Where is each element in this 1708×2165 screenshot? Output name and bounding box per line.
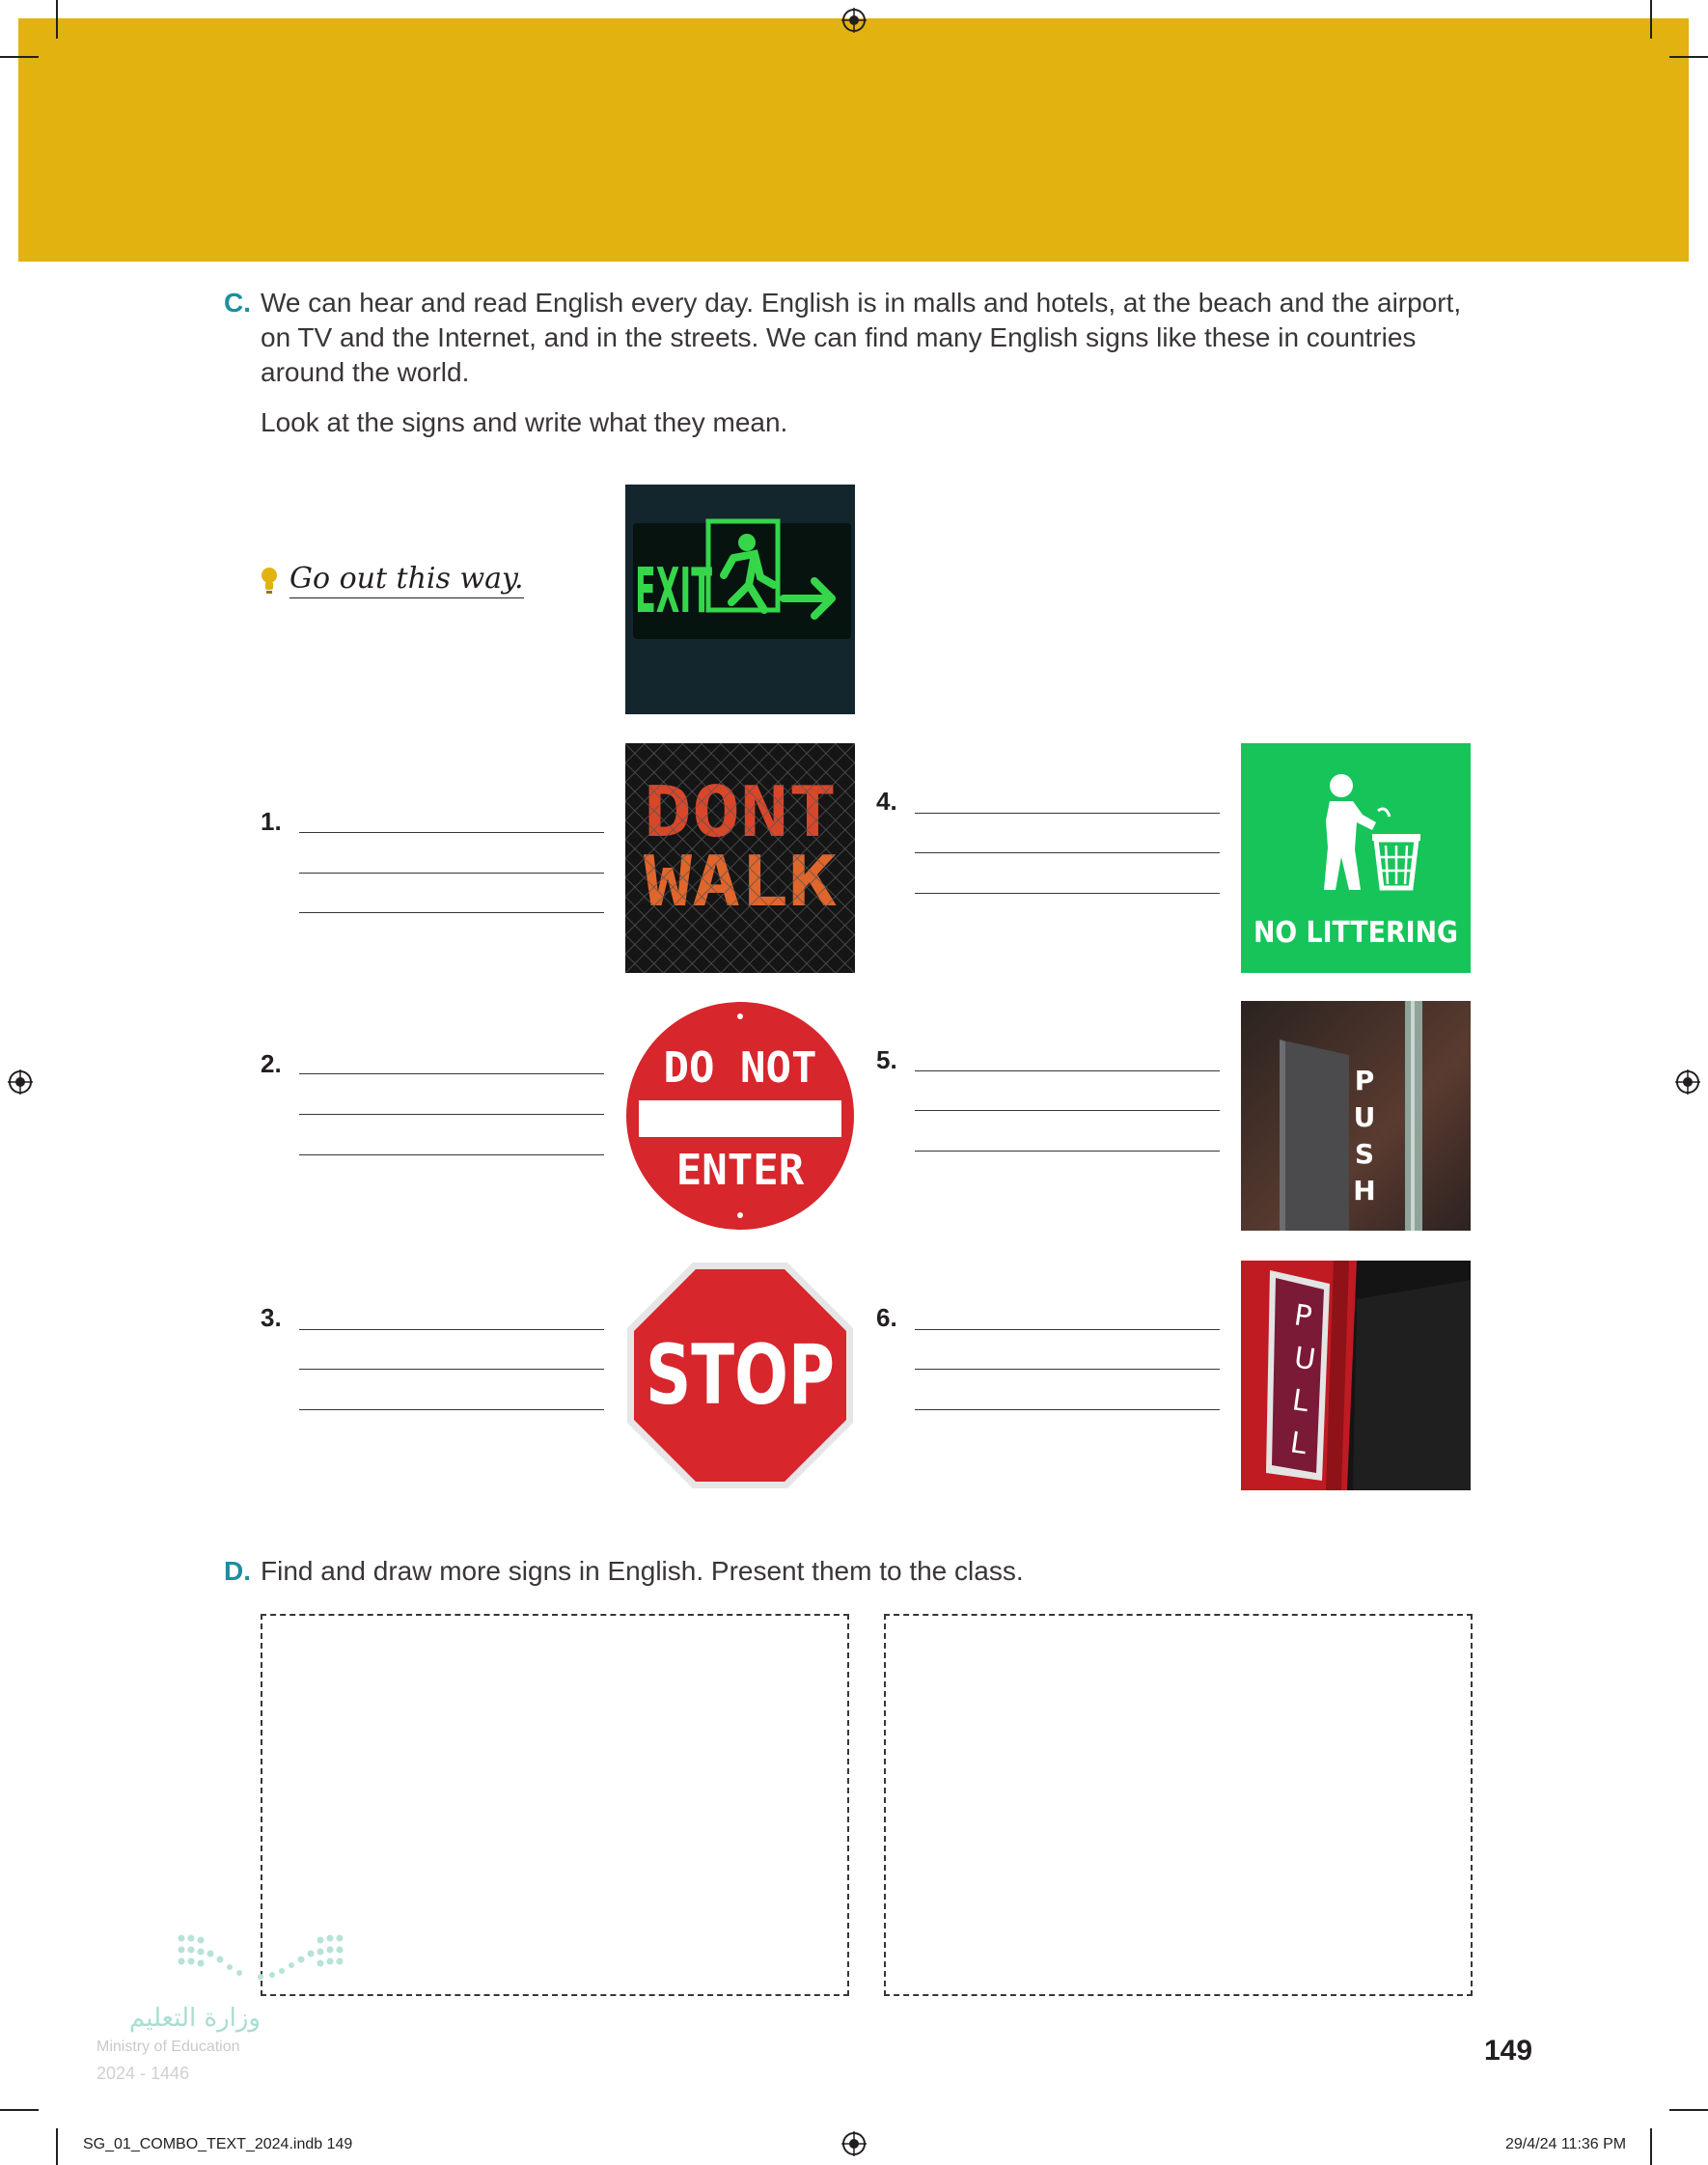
print-footer-file: SG_01_COMBO_TEXT_2024.indb 149 (83, 2136, 353, 2152)
answer-line[interactable] (915, 852, 1220, 853)
header-banner (18, 18, 1689, 262)
answer-line[interactable] (915, 893, 1220, 894)
answer-line[interactable] (299, 912, 604, 913)
crop-mark (1650, 0, 1652, 39)
answer-line[interactable] (299, 1409, 604, 1410)
crop-mark (1650, 2128, 1652, 2165)
answer-line[interactable] (299, 1154, 604, 1155)
registration-mark-icon (841, 2131, 867, 2156)
do-not-enter-sign-image (625, 1001, 855, 1231)
ministry-logo-icon (176, 1930, 345, 1983)
push-sign-image (1241, 1001, 1471, 1231)
no-littering-sign-image (1241, 743, 1471, 973)
do-not-text: DO NOT (663, 1043, 817, 1093)
ministry-arabic-name: وزارة التعليم (128, 2004, 261, 2033)
pull-letter-l: L (1289, 1383, 1311, 1420)
exit-sign-image (625, 485, 855, 714)
answer-line[interactable] (915, 1409, 1220, 1410)
exercise-number: 6. (876, 1303, 897, 1332)
ministry-year: 2024 - 1446 (96, 2064, 190, 2083)
dont-walk-sign-image (625, 743, 855, 973)
exercise-number: 5. (876, 1045, 897, 1074)
push-letter-u: U (1353, 1101, 1376, 1133)
ministry-english-name: Ministry of Education (96, 2039, 240, 2055)
no-littering-text: NO LITTERING (1253, 916, 1458, 950)
section-d-instruction: Find and draw more signs in English. Present them to the class. (261, 1556, 1024, 1586)
drawing-box[interactable] (261, 1614, 849, 1996)
page-number: 149 (1484, 2035, 1533, 2067)
crop-mark (1669, 56, 1708, 58)
crop-mark (56, 2128, 58, 2165)
answer-line[interactable] (299, 873, 604, 874)
answer-line[interactable] (915, 1110, 1220, 1111)
pull-sign-image (1241, 1261, 1471, 1490)
answer-line[interactable] (299, 1073, 604, 1074)
pull-letter-l2: L (1287, 1426, 1309, 1462)
push-letter-s: S (1354, 1138, 1375, 1170)
answer-line[interactable] (915, 1070, 1220, 1071)
answer-line[interactable] (915, 1151, 1220, 1152)
answer-line[interactable] (915, 813, 1220, 814)
push-letter-h: H (1353, 1175, 1376, 1207)
exercise-number: 2. (261, 1049, 282, 1078)
registration-mark-icon (1675, 1069, 1700, 1095)
crop-mark (56, 0, 58, 39)
stop-text: STOP (646, 1327, 835, 1424)
registration-mark-icon (841, 8, 867, 33)
exercise-number: 3. (261, 1303, 282, 1332)
example-answer: Go out this way. (289, 562, 524, 598)
section-c-letter: C. (224, 288, 251, 318)
answer-line[interactable] (299, 1329, 604, 1330)
enter-text: ENTER (675, 1146, 805, 1195)
lightbulb-icon (259, 566, 280, 595)
exercise-number: 1. (261, 807, 282, 836)
pull-letter-p: P (1291, 1298, 1314, 1335)
section-c-instruction: Look at the signs and write what they mean. (261, 407, 788, 437)
stop-sign-image (625, 1261, 855, 1490)
print-footer-date: 29/4/24 11:36 PM (1505, 2136, 1627, 2152)
answer-line[interactable] (299, 832, 604, 833)
section-c-paragraph: We can hear and read English every day. English is in malls and hotels, at the beach and the airport, on TV and the Internet, and in the streets. We can find many English signs like these in countries around the world. (261, 288, 1462, 387)
answer-line[interactable] (915, 1369, 1220, 1370)
answer-line[interactable] (299, 1369, 604, 1370)
exit-sign-text: EXIT (635, 555, 712, 628)
push-letter-p: P (1354, 1065, 1375, 1096)
crop-mark (1669, 2109, 1708, 2111)
crop-mark (0, 56, 39, 58)
registration-mark-icon (8, 1069, 33, 1095)
pull-letter-u: U (1291, 1341, 1318, 1377)
crop-mark (0, 2109, 39, 2111)
drawing-box[interactable] (884, 1614, 1473, 1996)
answer-line[interactable] (915, 1329, 1220, 1330)
exercise-number: 4. (876, 787, 897, 816)
section-d-letter: D. (224, 1556, 251, 1586)
answer-line[interactable] (299, 1114, 604, 1115)
